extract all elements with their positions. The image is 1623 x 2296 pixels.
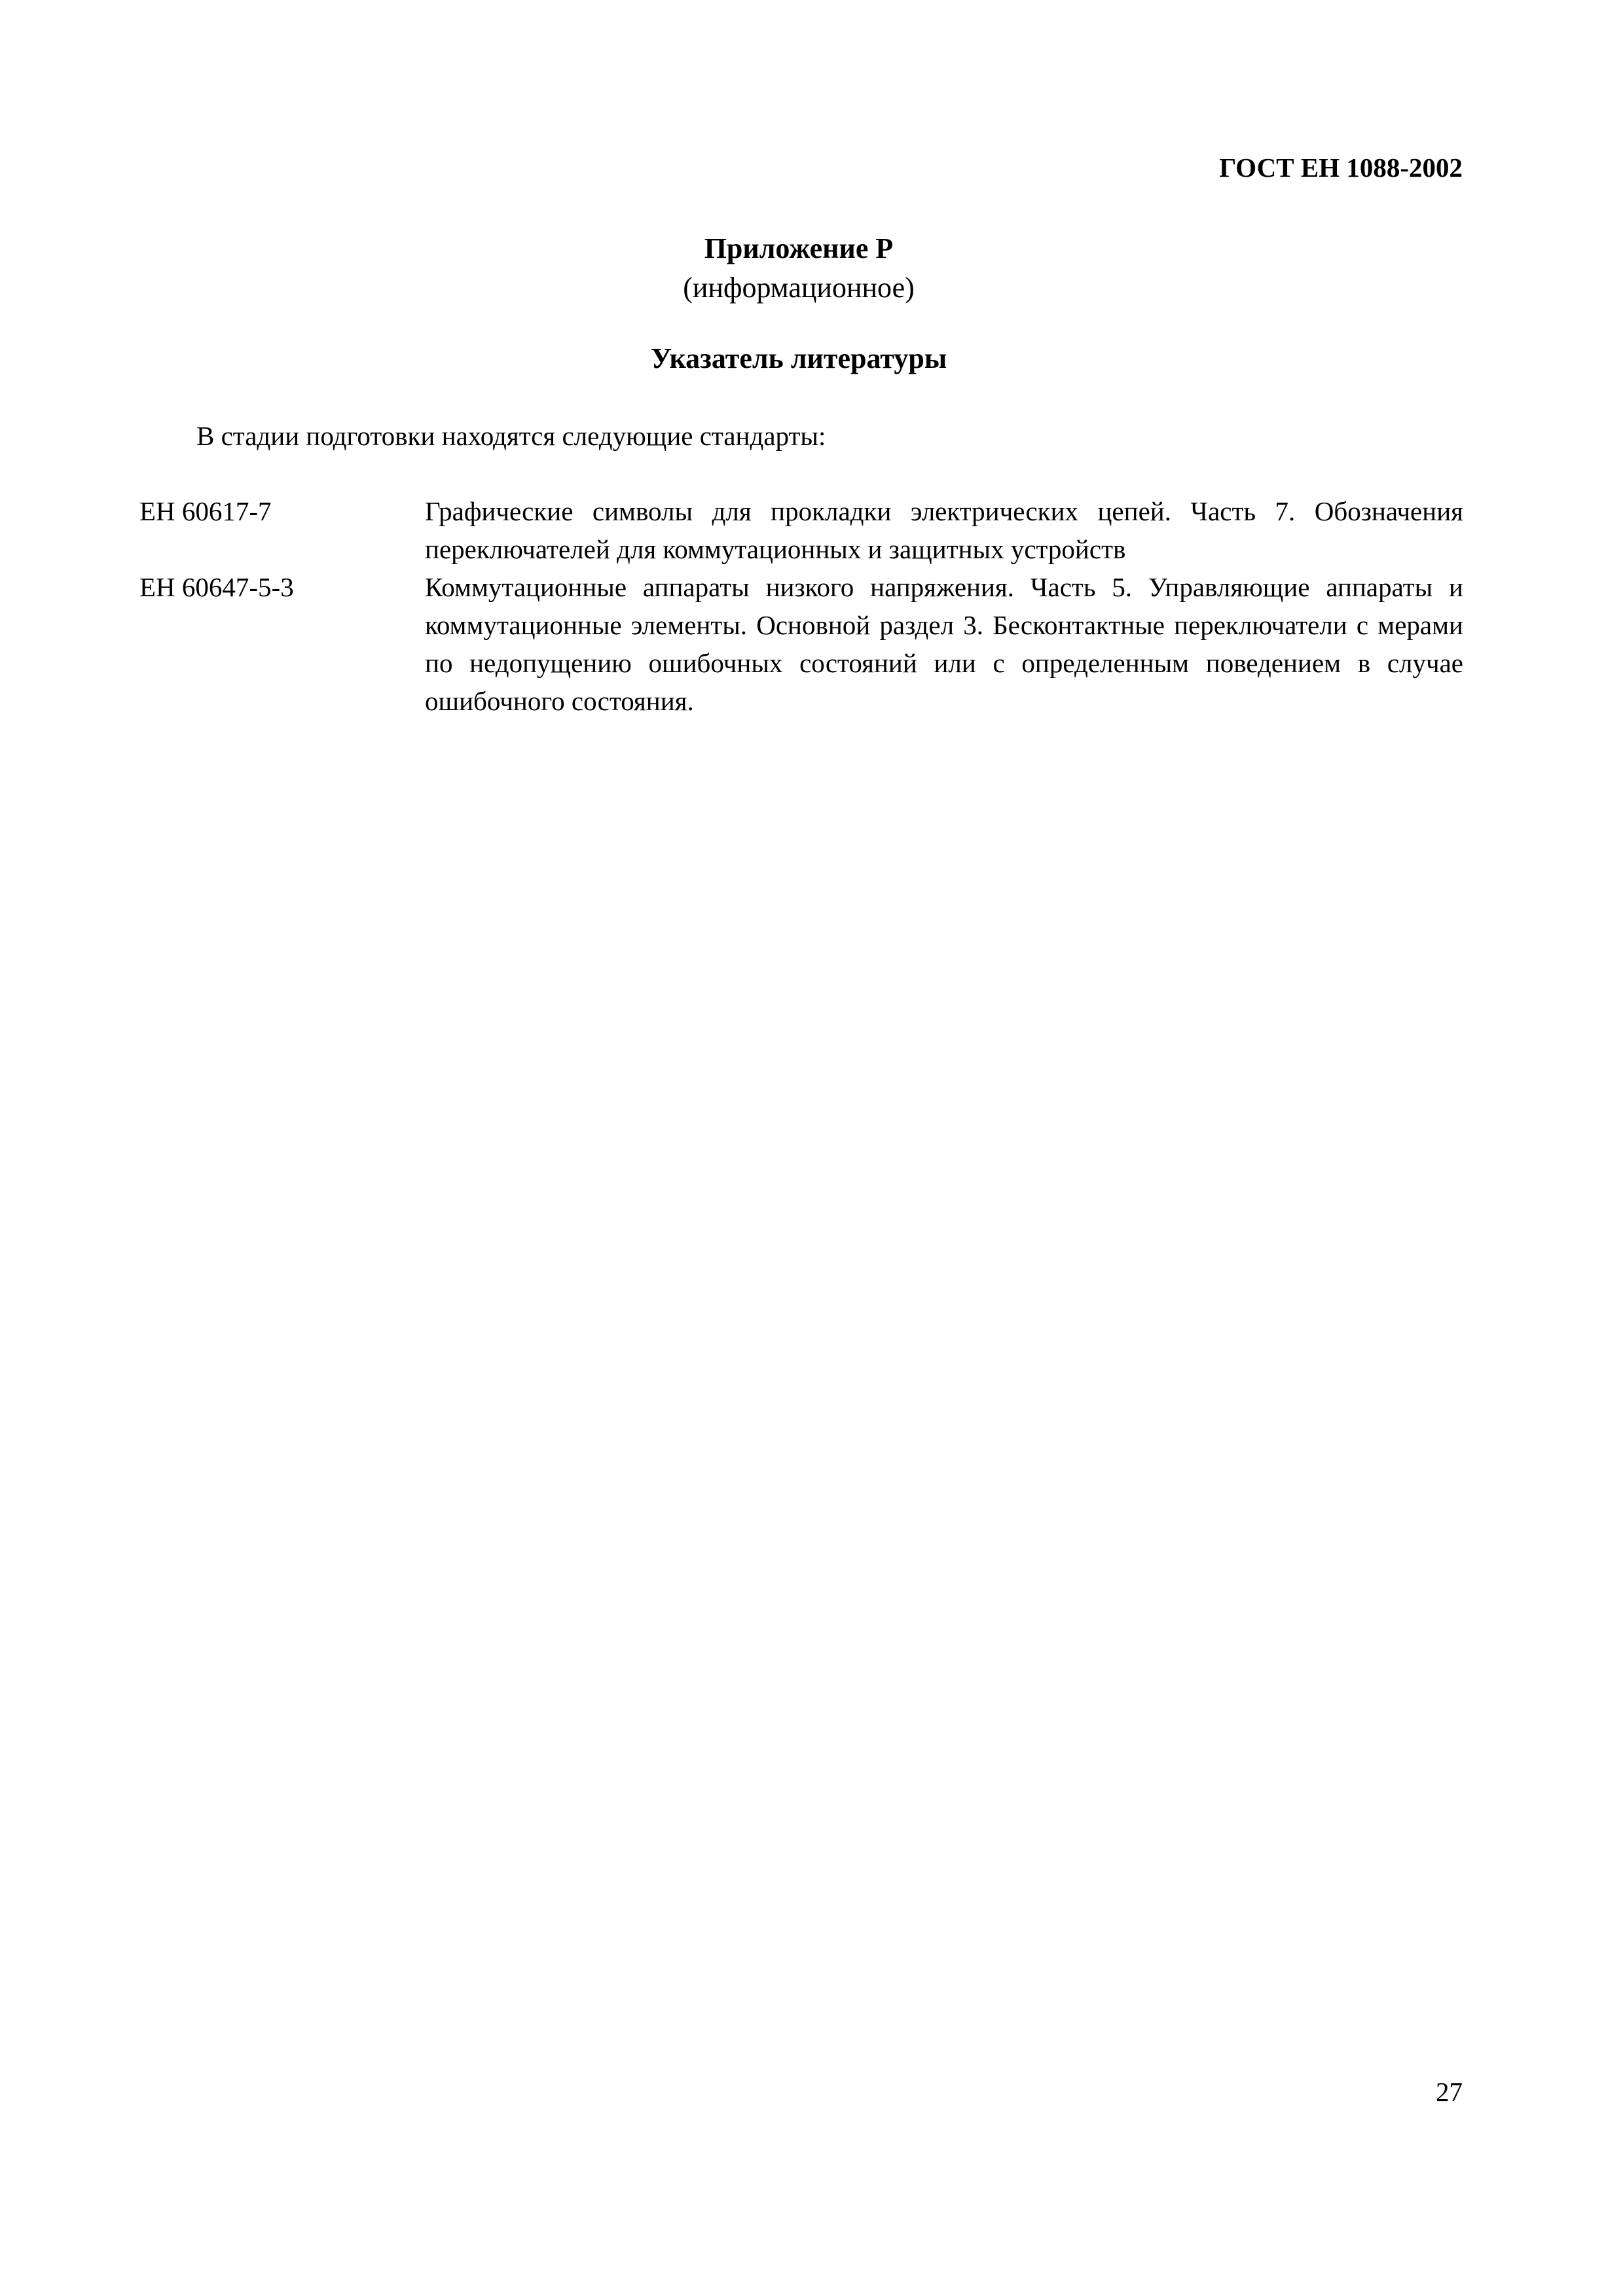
reference-item	[139, 492, 1463, 568]
reference-code: ЕН 60617-7	[139, 496, 272, 526]
reference-title: Коммутационные аппараты низкого напряжения. Часть 5. Управляющие аппараты и коммутационные элементы. Основной раздел 3. Бесконтактные переключатели с мерами по недопущению ошибочных состояний или с определенным поведением в случае ошибочного состояния.	[425, 572, 1463, 716]
intro-paragraph: В стадии подготовки находятся следующие стандарты:	[196, 421, 826, 451]
annex-kind: (информационное)	[683, 272, 915, 304]
document-code: ГОСТ ЕН 1088-2002	[1219, 152, 1463, 183]
annex-title: Приложение Р	[704, 232, 894, 264]
reference-code: ЕН 60647-5-3	[139, 572, 294, 602]
section-title: Указатель литературы	[650, 342, 947, 374]
reference-title: Графические символы для прокладки электрических цепей. Часть 7. Обозначения переключателей для коммутационных и защитных устройств	[425, 496, 1463, 564]
reference-list	[139, 492, 1463, 720]
reference-item	[139, 568, 1463, 720]
page-number: 27	[1436, 2077, 1463, 2107]
